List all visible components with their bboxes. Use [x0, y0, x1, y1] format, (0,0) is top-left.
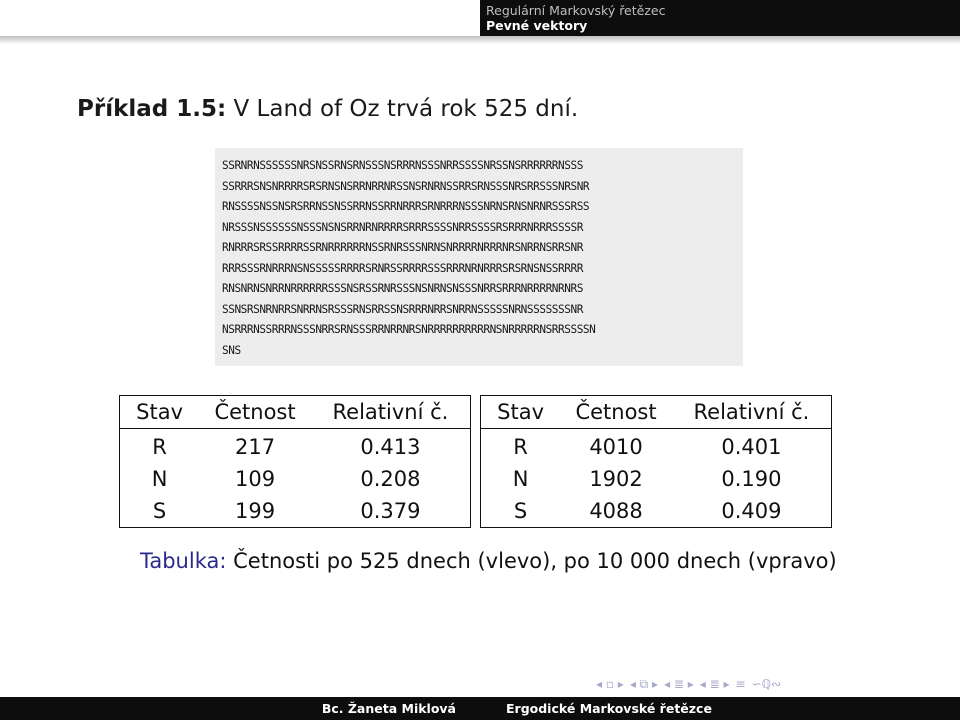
example-title	[77, 94, 578, 124]
cell-count: 4088	[589, 499, 643, 523]
col-header-relative: Relativní č.	[311, 396, 471, 429]
cell-count: 199	[234, 499, 276, 523]
footer-right	[480, 697, 960, 720]
table-header-row	[481, 396, 832, 429]
table-row	[481, 495, 832, 528]
sequence-line: RRRSSSRNRRRNSNSSSSSRRRRSRNRSSRRRRSSSRRRNRNRRRSRSRNSNSSRRRR	[222, 261, 583, 275]
cell-relative: 0.379	[360, 499, 421, 523]
caption-label: Tabulka:	[140, 549, 227, 573]
cell-state: R	[513, 435, 528, 459]
nav-align-icon[interactable]: ≡	[735, 677, 746, 691]
header-section[interactable]: Regulární Markovský řetězec	[486, 3, 666, 18]
cell-count: 217	[234, 435, 276, 459]
footer-left	[0, 697, 480, 720]
footer-bar	[0, 697, 960, 720]
col-header-state: Stav	[481, 396, 561, 429]
table-row	[481, 429, 832, 464]
example-text: V Land of Oz trvá rok 525 dní.	[233, 96, 579, 122]
cell-relative: 0.409	[721, 499, 782, 523]
table-row	[120, 495, 471, 528]
table-row	[120, 429, 471, 464]
sequence-line: SSNSRSNRNRRSNRRNSRSSSRNSRRSSNSRRRNRRSNRRNSSSSSNRNSSSSSSSNR	[222, 302, 583, 316]
sequence-line: NSRRRNSSRRRNSSSNRRSRNSSSRRNRRNRSNRRRRRRRRRRNSNRRRRRNSRRSSSSN	[222, 323, 596, 336]
footer-title: Ergodické Markovské řetězce	[506, 701, 712, 716]
sequence-line: NRSSSNSSSSSSNSSSNSNSRRNRNRRRRSRRRSSSSNRRSSSSRSRRRNRRRSSSSR	[222, 220, 583, 234]
caption-text: Četnosti po 525 dnech (vlevo), po 10 000 dnech (vpravo)	[233, 549, 837, 573]
cell-state: N	[151, 467, 168, 491]
footer-author: Bc. Žaneta Miklová	[321, 701, 456, 716]
cell-count: 1902	[589, 467, 643, 491]
cell-relative: 0.413	[360, 435, 421, 459]
cell-state: N	[512, 467, 529, 491]
header-subsection[interactable]: Pevné vektory	[486, 18, 588, 33]
header-left	[0, 0, 480, 36]
header-shadow	[0, 36, 960, 44]
frequency-table-525	[119, 395, 471, 528]
table-row	[120, 463, 471, 495]
col-header-count: Četnost	[560, 396, 672, 429]
col-header-relative: Relativní č.	[672, 396, 832, 429]
nav-left-icon[interactable]: ◂ ▫ ▸	[596, 677, 624, 691]
cell-relative: 0.208	[360, 467, 421, 491]
table-header-row	[120, 396, 471, 429]
cell-relative: 0.401	[721, 435, 782, 459]
nav-search-icon[interactable]: ∽ℚ∾	[751, 677, 782, 691]
nav-subsection-icon[interactable]: ◂ ≣ ▸	[699, 677, 730, 691]
col-header-count: Četnost	[199, 396, 311, 429]
nav-section-icon[interactable]: ◂ ≣ ▸	[664, 677, 694, 691]
sequence-line: RNSNRNSNRRNRRRRRRSSSNSRSSRNRSSSNSNRNSNSSSNRRSRRRNRRRRNRNRS	[222, 282, 583, 295]
sequence-line: RNSSSSNSSNSRSRRNSSNSSRRNSSRRNRRRSRNRRRNSSSNRNSRNSNRNRSSSRSS	[222, 200, 590, 213]
example-label: Příklad 1.5:	[77, 96, 227, 122]
cell-count: 109	[234, 467, 276, 491]
frequency-table-10000	[480, 395, 832, 528]
sequence-line: SNS	[222, 343, 241, 357]
sequence-line: SSRRRSNSNRRRRSRSRNSNSRRNRRNRSSNSRNRNSSRRSRNSSSNRSRRSSSNRSNR	[222, 179, 590, 193]
cell-count: 4010	[589, 435, 643, 459]
beamer-navigation	[596, 674, 781, 694]
sequence-line: RNRRRSRSSRRRRSSRNRRRRRRNSSRNRSSSNRNSNRRRRNRRRNRSNRRNSRRSNR	[222, 241, 583, 254]
nav-frame-icon[interactable]: ◂ ⧉ ▸	[629, 677, 659, 691]
table-row	[481, 463, 832, 495]
cell-relative: 0.190	[721, 467, 782, 491]
sequence-line: SSRNRNSSSSSSNRSNSSRNSRNSSSNSRRRNSSSNRRSSSSNRSSNSRRRRRRNSSS	[222, 159, 583, 172]
cell-state: S	[152, 499, 167, 523]
cell-state: R	[152, 435, 167, 459]
header-right	[480, 0, 960, 36]
table-caption	[140, 546, 837, 576]
col-header-state: Stav	[120, 396, 200, 429]
cell-state: S	[513, 499, 528, 523]
header-bar	[0, 0, 960, 36]
state-sequence-image	[215, 148, 743, 366]
